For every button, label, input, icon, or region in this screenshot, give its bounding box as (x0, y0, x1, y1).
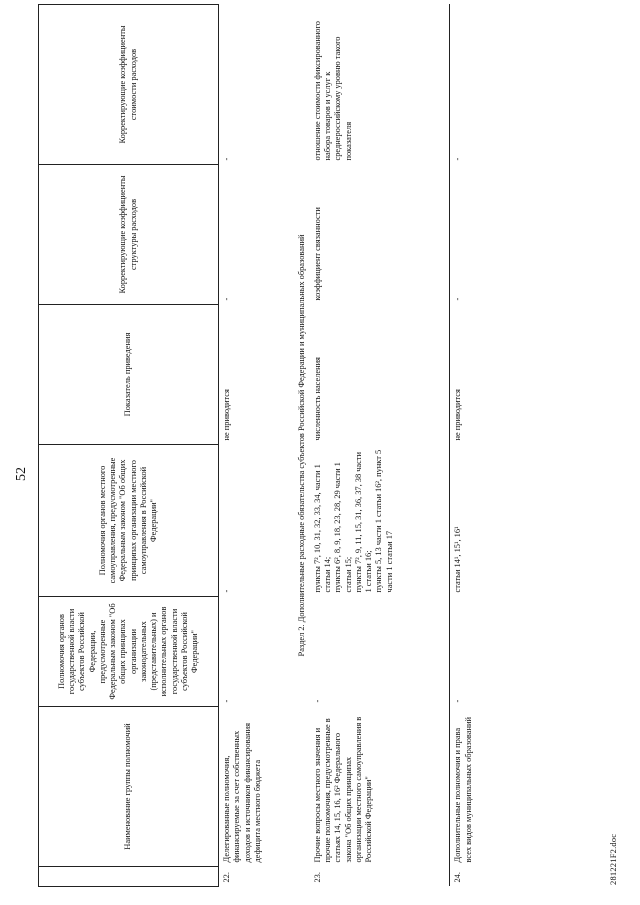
row-group-name: Прочие вопросы местного значения и прочие полномочия, предусмотренные в статьях 14, 15, 16, 16² Федерального закона "Об общих принципах организации местного самоуправления в Российской Федерации" (312, 716, 373, 863)
powers-table (38, 4, 530, 887)
header-cost-coefficients: Корректирующие коэффициенты стоимости расходов (39, 5, 219, 165)
row-number: 23. (312, 872, 322, 883)
row-indicator: численность населения (312, 357, 322, 441)
header-structure-coefficients: Корректирующие коэффициенты структуры расходов (39, 165, 219, 305)
row-indicator: не приводится (450, 305, 530, 445)
row-cost-coefficient: - (450, 5, 530, 165)
row-cost-coefficient: отношение стоимости фиксированного набора товаров и услуг к среднероссийскому уровню такого показателя (312, 21, 353, 161)
table-row (310, 5, 450, 887)
row-group-name: Дополнительные полномочия и права всех видов муниципальных образований (450, 707, 530, 867)
header-num (39, 867, 219, 887)
row-number: 22. (219, 867, 294, 887)
section-title: Раздел 2. Дополнительные расходные обязательства субъектов Российской Федерации и муниципальных образований (296, 234, 306, 657)
row-subject-powers: - (312, 699, 322, 703)
row-local-powers: - (219, 445, 294, 597)
row-cost-coefficient: - (219, 5, 294, 165)
row-subject-powers: - (219, 597, 294, 707)
row-structure-coefficient: - (450, 165, 530, 305)
row-indicator: не приводится (219, 305, 294, 445)
row-group-name: Делегированные полномочия, финансируемые за счет собственных доходов и источников финансирования дефицита местного бюджета (219, 707, 294, 867)
header-indicator: Показатель приведения (39, 305, 219, 445)
page-number: 52 (14, 467, 29, 481)
table-row (450, 5, 530, 887)
row-subject-powers: - (450, 597, 530, 707)
row-local-powers: статьи 14¹, 15¹, 16¹ (450, 445, 530, 597)
section-row (294, 5, 310, 887)
header-local-powers: Полномочия органов местного самоуправления, предусмотренные Федеральным законом "Об общих принципах организации местного самоуправления в Российской Федерации" (39, 445, 219, 597)
header-group-name: Наименование группы полномочий (39, 707, 219, 867)
row-structure-coefficient: - (219, 165, 294, 305)
row-local-powers: пункты 7², 10, 31, 32, 33, 34, части 1 статьи 14; пункты 6², 8, 9, 18, 23, 28, 29 части 1 статьи 15; пункты 7², 9, 11, 15, 31, 36, 37, 38 части 1 статьи 16; пункты 5, 13 части 1 статьи 16², пункт 5 части 1 статьи 17 (312, 449, 394, 593)
row-structure-coefficient: коэффициент связанности (312, 207, 322, 301)
table-row (219, 5, 294, 887)
row-number: 24. (450, 867, 530, 887)
footer-code: 281221F2.doc (608, 833, 618, 885)
header-subject-powers: Полномочия органов государственной власти субъектов Российской Федерации, предусмотренные Федеральным законом "Об общих принципах организации законодательных (представительных) и исполнительных органов государственной власти субъектов Российской Федерации" (39, 597, 219, 707)
table-header (39, 5, 219, 887)
